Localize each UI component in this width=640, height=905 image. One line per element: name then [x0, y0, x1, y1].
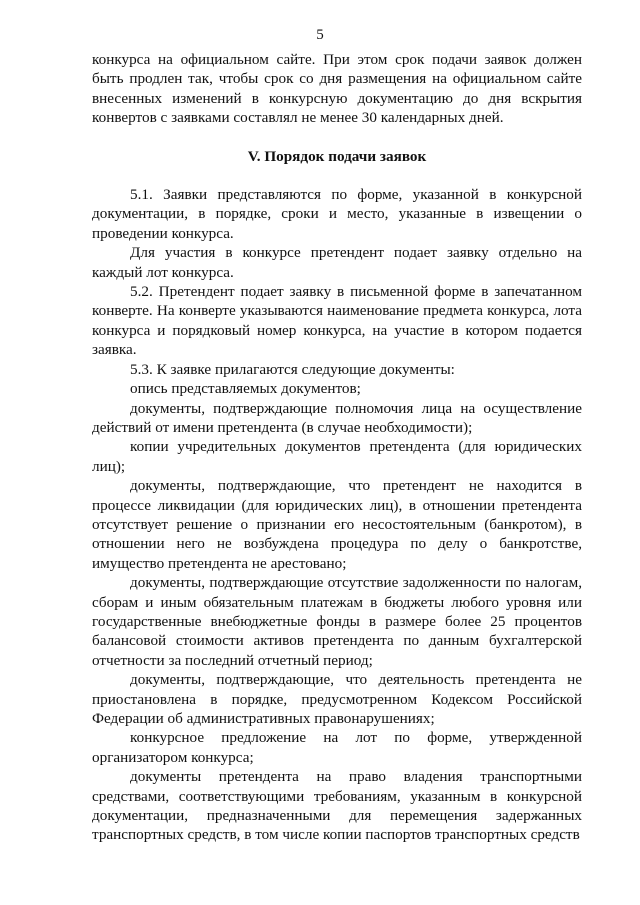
paragraph-5-1: 5.1. Заявки представляются по форме, указанной в конкурсной документации, в порядке, сроки и место, указанные в извещении о проведении конкурса. — [92, 186, 582, 242]
paragraph-5-2: 5.2. Претендент подает заявку в письменной форме в запечатанном конверте. На конверте указываются наименование предмета конкурса, лота конкурса и порядковый номер конкурса, на участие в котором подается заявка. — [92, 283, 582, 359]
list-item-vehicle-ownership: документы претендента на право владения транспортными средствами, соответствующими требованиям, указанным в конкурсной документации, предназначенными для перемещения задержанных транспортных средств, в том числе копии паспортов транспортных средств — [92, 768, 582, 844]
document-body — [92, 50, 582, 845]
paragraph-5-3: 5.3. К заявке прилагаются следующие документы: — [130, 360, 455, 378]
paragraph-lot-application: Для участия в конкурсе претендент подает заявку отдельно на каждый лот конкурса. — [92, 244, 582, 281]
page-number: 5 — [316, 27, 324, 43]
list-item-activity-not-suspended: документы, подтверждающие, что деятельность претендента не приостановлена в порядке, предусмотренном Кодексом Российской Федерации об административных правонарушениях; — [92, 671, 582, 727]
list-item-authority-documents: документы, подтверждающие полномочия лица на осуществление действий от имени претендента (в случае необходимости); — [92, 399, 582, 436]
section-heading: V. Порядок подачи заявок — [247, 147, 427, 165]
list-item-liquidation-status: документы, подтверждающие, что претендент не находится в процессе ликвидации (для юридических лиц), в отношении претендента отсутствует решение о признании его несостоятельным (банкротом), в отношении него не возбуждена процедура по делу о банкротстве, имущество претендента не арестовано; — [92, 477, 582, 572]
list-item-competitive-offer: конкурсное предложение на лот по форме, утвержденной организатором конкурса; — [92, 729, 582, 766]
list-item-tax-debt: документы, подтверждающие отсутствие задолженности по налогам, сборам и иным обязательным платежам в бюджеты любого уровня или государственные внебюджетные фонды в размере более 25 процентов балансовой стоимости активов претендента по данным бухгалтерской отчетности за последний отчетный период; — [92, 574, 582, 669]
list-item-inventory: опись представляемых документов; — [130, 380, 361, 398]
continuation-paragraph: конкурса на официальном сайте. При этом срок подачи заявок должен быть продлен так, чтобы срок со дня размещения на официальном сайте внесенных изменений в конкурсную документацию до дня вскрытия конвертов с заявками составлял не менее 30 календарных дней. — [92, 51, 582, 127]
list-item-founding-documents: копии учредительных документов претендента (для юридических лиц); — [92, 438, 582, 475]
